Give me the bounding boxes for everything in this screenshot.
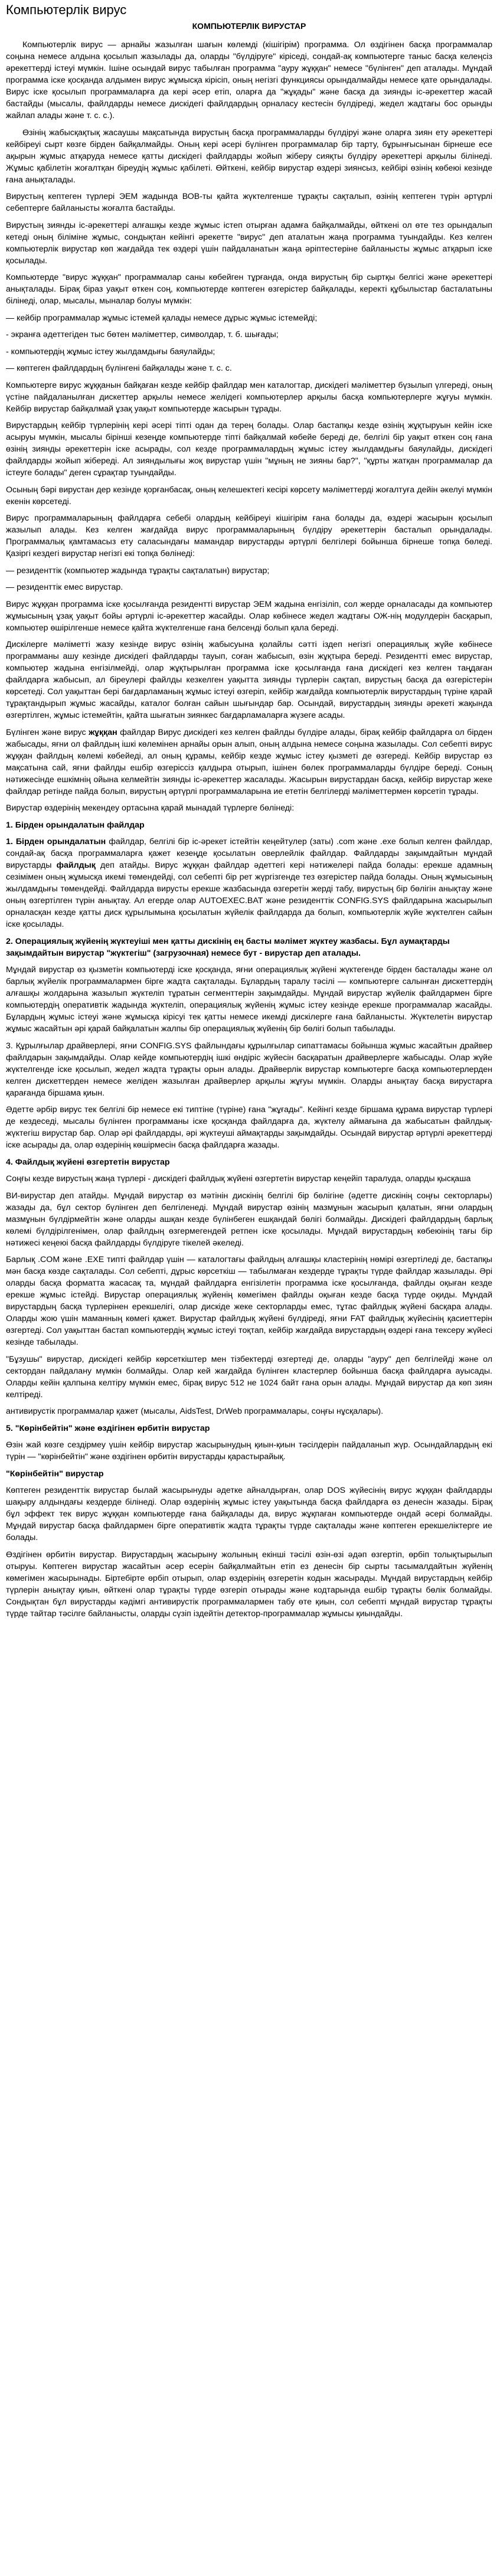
paragraph: "Көрінбейтін" вирустар [6,1469,104,1479]
paragraph: Компьютерге вирус жұққанын байқаған кезде кейбір файлдар мен каталогтар, дискідегі мәліметтер бүзылып үлгереді, оның үстіне пайдаланылған дискеттер арқылы немесе желідегі компьютерлер арқылы басқа компьютерлерге жұғуы мүмкін. Кейбір вирустар байқалмай ұзақ уақыт компьютерде жасырын тұрады. [6,380,492,414]
section-heading: 5. "Көрінбейтін" және өздігінен өрбитін вирустар [6,1423,210,1433]
paragraph: Барлық .COM және .EXE типті файлдар үшін — каталогтағы файлдың алғашқы кластерінің нөмірі өзгертіледі де, бастапқы мән басқа көзде сақталады. Сол себепті, дұрыс көрсеткіш — табылмаған кездерде тұрақты түрде файлдар жазылады. Әрі оларды басқа форматта жасасақ та, мұндай файлдарға енгізілетін программа іске қосылғанда, файлды оқыған кезде ерекше жұмыс істейді. Вирустар операциялық жүйенің көмегімен файлды оқыған кезде басқа түрде оқиды. Мұндай вирустардың басқа түрлерінен ерекшелігі, олар дискіде жеке секторларды емес, тұтас файлдық жүйені басқара алады. Оларды жою үшін маманның көмегі қажет. Вирустар файлдық жүйені бүлдіреді, яғни FAT файлдық жүйесінің қасиеттерін өзгертеді. Сол уақыттан бастап компьютердің жұмыс істеуі тоқтап, кейбір жағдайда вирустардың өздері ғана тексеру жүйесі кезінде табылады. [6,1255,492,1347]
paragraph: Вирустар өздерінің мекендеу ортасына қарай мынадай түрлерге бөлінеді: [6,803,295,813]
paragraph: 3. Құрылғылар драйверлері, яғни CONFIG.SYS файлындағы құрылғылар сипаттамасы бойынша жұмыс жасайтын драйвер файлдарын зақымдайды. Олар кейде компьютердің ішкі өндіріс жүйесін басқаратын драйверлерге жабысады. Олар жүйе жүктелгенде іске қосылып, жедел жадта тұрақты орын алады. Драйверлік вирустар компьютерге басқа компьютерлерден келген дискеттерден немесе желіден жазылған драйверлер арқылы жұғуы мүмкін. Оларды анықтау басқа вирустарға қарағанда біршама қиын. [6,1041,492,1098]
paragraph: Вирустың зиянды іс-әрекеттері алғашқы кезде жұмыс істеп отырған адамға байқалмайды, өйткені ол өте тез орындалып кетеді оның біліміне жұмыс, сондықтан кейінгі әрекетте "вирус" деп аталатын жаңа программа туындайды. Кез келген компьютерлік вирустар көп жағдайда тек өздері үшін пайдаланатын жаңа әріптестеріне байланысты жұмыс атқарып іске қосылады. [6,220,492,266]
paragraph: ВИ-вирустар деп атайды. Мұндай вирустар өз мәтінін дискінің белгілі бір бөлігіне (әдетте дискінің соңғы секторлары) жазады да, бұл сектор бүлінген деп белгіленеді. Мұндай вирустар өзінің мазмұнын жасырып қалатын, яғни олардың мазмұнын бүлдірмейтін және оларды ашқан кезде бүлінбеген ешқандай бөлігі болмайды. Дискідегі файлдардың барлық көлемі бүлдірілгенімен, олар файлдың өзгермегендей ретпен іске қосылады. Мұндай вирустардың көбеюінің тағы бір нәтижесі кеңеюі басқа файлдарды бүлдіруге тікелей әкеледі. [6,1191,492,1248]
paragraph: Әдетте әрбір вирус тек белгілі бір немесе екі типтіне (түріне) ғана "жұғады". Кейінгі кезде біршама құрама вирустар түрлері де кездеседі, мысалы бүлінген программаны іске қосқанда файлдарға да, жүктелу аймағына да жабысатын файлдық-жүктегіш вирустар бар. Олар әрі файлдарды, әрі жүктеуші аймақтарды зақымдайды. Осындай вирустар әртүрлі әрекеттерді іске асырады да, олар өздерінің көшірмесін басқа файлдарға жазады. [6,1105,492,1150]
paragraph: 1. Бірден орындалатын файлдар, белгілі бір іс-әрекет істейтін кеңейтулер (заты) .com және .exe болып келген файлдар, сондай-ақ басқа программаларға қажет кезеңде қосылатын оверлейлік файлдар. Файлдарды зақымдайтын мұндай вирустарды файлдық деп атайды. Вирус жұққан файлдар әдеттегі кері нәтижелері пайда болады: ерекше адамның сезімімен оның жұмысқа икемі төмендейді, сол себепті бір рет жүргізгенде тез өзгерістер пайда болады. Оның жұмысының жылдамдығы төмендейді. Файлдарда вирусты ерекше жазбасында өзгеретін жерді табу, вирустың бір бөлігін анықтау және оның өзгертілген түрін анықтау. Ал егерде олар AUTOEXEC.BAT және резиденттік CONFIG.SYS файлдарына жасырылып орналасқан кезде қатты диск құрылымына қосылатын жүйелік файлдарда да болып, компьютерлік жүйе жүктелген сайын іске қосылады. [6,837,492,929]
paragraph: Вирустың кептеген түрлері ЭЕМ жадында ВОВ-ты қайта жүктелгенше тұрақты сақталып, өзінің кептеген түрін әртүрлі себептерге байланысты жоғалта бастайды. [6,192,492,213]
paragraph: — резиденттік (компьютер жадында тұрақты сақталатын) вирустар; [6,565,270,576]
section-heading: 4. Файлдық жүйені өзгертетін вирустар [6,1157,170,1167]
paragraph: антивирустік программалар қажет (мысалы, AidsTest, DrWeb программалары, соңғы нұсқалары). [6,1407,384,1416]
paragraph: Соңғы кезде вирустың жаңа түрлері - дискідегі файлдық жүйені өзгертетін вирустар кеңейіп таралуда, оларды қысқаша [6,1174,471,1184]
paragraph: - компьютердің жұмыс істеу жылдамдығы баяулайды; [6,346,215,357]
page-title: Компьютерлік вирус [6,2,127,17]
paragraph: — көптеген файлдардың бүлінгені байқалады және т. с. с. [6,364,232,373]
paragraph: Вирустардың кейбір түрлерінің кері әсері тіпті одан да терең болады. Олар бастапқы кезде өзінің жұқтыруын кейін іске асыруы мүмкін, мысалы бірінші кезеңде компьютерде тіпті байқалмай көбейе береді де, белгілі бір уақыт өткен соң ғана өзінің зиянды әрекеттерін іске асырады, сол кезде программалардың жұмыс істеу жылдамдығы баяулайды, дискідегі файлдарды жойып жібереді. Ал зияндылығы жоқ вирустар үшін "мұның не зияны бар?", "құрты жатқан программалар да істеуге болады" деген сұрақтар туындайды. [6,421,492,478]
paragraph: Көптеген резиденттік вирустар былай жасырынуды әдетке айналдырған, олар DOS жүйесінің вирус жұққан файлдарды шақыру алдындағы кездерде білінеді. Олар өздерінің жұмыс істеу уақытында басқа файлдарға өз денесін жазады. Бірақ бұл эффект тек вирус жұққан компьютерде ғана байқалады да, вирус жұқпаған компьютерде ондай әсері болмайды. Мұндай вирустар басқа файлдармен бірге оперативтік жадта тұрақты түрде сақталады және көптеген ерекшеліктерге ие болады. [6,1486,492,1542]
paragraph: — резиденттік емес вирустар. [6,583,123,592]
article-body [6,39,492,1620]
paragraph: - экранға әдеттегіден тыс бөтен мәліметтер, символдар, т. б. шығады; [6,330,279,339]
paragraph: Өзінің жабысқақтық жасаушы мақсатында вирустың басқа программаларды бүлдіруі және оларға зиян ету әрекеттері кейбіреуі сырт көзге бірден байқалмайды. Оның кері әсері бүлінген программалар бір тарту, бұрынғысынан бірнеше есе ақырын жұмыс атқаруда немесе қатты дискідегі файлдарды жойып жіберу сияқты бүлдіру әрекеттері арқылы білінеді. Жұмыс қабілетін жоғалтқан біреудің жұмыс қабілеті. Өйткені, кейбір вирустар өздері зиянсыз, кейбірі өзінің көбеюі кезінде ғана анықталады. [6,128,492,185]
paragraph: Осының бәрі вирустан дер кезінде қорғанбасақ, оның келешектегі кесірі көрсету мәліметтерді жоғалтуға дейін әкелуі мүмкін екенін көрсетеді. [6,485,492,506]
paragraph: Вирус программаларының файлдарға себебі олардың кейбіреуі кішігірім ғана болады да, өздері жасырын қосылып жазылып алады. Кез келген жағдайда вирус программаларының бүлдіру әрекеттерін басталып орындалады. Программалық қамтамасыз ету саласындағы мамандар вирустарды әртүрлі белгілері бойынша бірнеше топқа бөледі. Қазіргі кездегі вирустар негізгі екі топқа бөлінеді: [6,514,492,558]
paragraph: Өзін жай көзге сездірмеу үшін кейбір вирустар жасырынудың қиын-қиын тәсілдерін пайдаланып жүр. Осындайлардың екі түрін — "көрінбейтін" және өздігінен өрбитін вирустарды қарастырайық. [6,1440,492,1462]
paragraph: Бүлінген және вирус жұққан файлдар Вирус дискідегі кез келген файлды бүлдіре алады, бірақ кейбір файлдарға ол бірден жабысады, яғни ол файлдың ішкі көлемінен арнайы орын алып, оның алдына немесе соңына жазылады. Сол себепті вирус жұққан файлдың көлемі көбейеді, ал оның құрамы, кейбір кезде жұмыс істеу қызметі де өзгереді. Кейбір вирустар өз мақсатына сай, яғни файлды ешбір өзгеріссіз қалдыра отырып, ішінен бөлек программаларды бүлдіре береді. Соның нәтижесінде ешкімнің ойына келмейтін зиянды іс-әрекеттер жасалады. Жасырын вирустардан басқа, кейбір вирустар жеке файлдар ретінде пайда болып, вирустың әртүрлі программаларына ие ететін белгілерді мәліметтермен көрсетіп тұрады. [6,727,492,796]
paragraph: Дискілерге мәліметті жазу кезінде вирус өзінің жабысуына қолайлы сәтті іздеп негізгі операциялық жүйе көбінесе программаны ашу кезінде дискідегі файлдарды тауып, соған жабысып, өзін жұқтыра береді. Резидентті емес вирустар, компьютер жадына енгізілмейді, олар жұқтырылған программа іске қосылғанда ғана дискідегі кез келген таңдаған файлдарға жабысып, ал біреулері файлды кезкелген уақытта зиянды түрлерін сақтап, вирустың басқа да өзгерістерін көрсетеді. Сол уақыттан бері бағдарламаның жұмыс істеуі өзгеріп, кейбір жағдайда компьютерлік вирустардың түріне қарай тұрақтандырып жұмыс жасайды, каталог болған сайын шығындар бар. Осындай, вирустардың зиянды әрекеті жақында өзгертілген, жұмыс істемейтін, қайта шығатын зиянкес бағдарламаларға жүзеге асады. [6,640,492,720]
paragraph: Вирус жұққан программа іске қосылғанда резидентті вирустар ЭЕМ жадына енгізіліп, сол жерде орналасады да компьютер жұмысының ұзақ уақыт бойы әртүрлі іс-әрекеттер жасайды. Олар көбінесе жедел жадтағы ОЖ-нің модулдерін басқарып, компьютер өшірілгенше немесе қайта жүктелгенше ғана белсенді болып қала береді. [6,599,492,633]
paragraph: — кейбір программалар жұмыс істемей қалады немесе дұрыс жұмыс істемейді; [6,313,318,323]
paragraph: "Бұзушы" вирустар, дискідегі кейбір көрсеткіштер мен тізбектерді өзгертеді де, оларды "ауру" деп белгілейді және ол сектордан пайдалану мүмкін болмайды. Олар кей жағдайда бүлінген кластерлер бойынша басқа файлдарға ауысады. Оларды кейін қалпына келтіру мүмкін емес, бірақ вирус 512 не 1024 байт ғана орын алады. Мұндай вирустар да көп зиян келтіреді. [6,1354,492,1400]
paragraph: Өздігінен өрбитін вирустар. Вирустардың жасырыну жолының екінші тәсілі өзін-өзі әдәп өзгертіп, өрбіп толықтырылып отыруы. Көптеген вирустар жасайтын әсер есерін байқалмайтын етіп ез денесін бір сырты тасымалдайтын жүйенің көмегімен жасырынады. Біртебірте өрбіп отырып, олар өздерінің өзгеретін кодын жасырады. Мұндай вирустардың кейбір түрлерін анықтау қиын, өйткені олар тұрақты түрде өзгеріп отырады және кодтарында ешбір тұрақты бөлік болмайды. Сондықтан бұл вирустарды кәдімгі антивирустік программалармен табу өте қиын, сол себепті мұндай вирустар тұрақты түрде тайтар тәсілге байланысты, оларды сүзіп іздейтін детектор-программалар жұмысы қиындайды. [6,1549,492,1619]
paragraph: Мұндай вирустар өз қызметін компьютерді іске қосқанда, яғни операциялық жүйені жүктегенде бірден басталады және ол барлық жүйелік программалармен бірге жадта сақталады. Бұлардың таралу тәсілі — компьютерге салынған дискеттердің алғашқы жолдарына жазылып жүктеліп тұратын сегменттерін зақымдайды. Мұндай вирустар жүйелік файлдармен бірге компьютердің оперативтік жадында жүктеліп, операциялық жүйенің жұмыс істеу кезінде ерекше программалар жасайды. Бұлардың жұмыс істеуі және жұмысқа кірісуі тек қатты немесе икемді дискілерге ғана байланысты. Жүктелетін вирустар жұмыс жасайтын әрі қарай байқалатын жалпы бір операциялық жүйенің бір бөлігі болып табылады. [6,965,492,1034]
paragraph: Компьютерде "вирус жұққан" программалар саны көбейген тұрғанда, онда вирустың бір сыртқы белгісі және әрекеттері анықталады. Бірақ біраз уақыт өткен соң, компьютерде көптеген өзгерістер байқалады, керекті құбылыстар басталатыны білінеді, олар, мысалы, мыналар болуы мүмкін: [6,273,492,306]
section-heading: 1. Бірден орындалатын файлдар [6,820,145,830]
section-heading: 2. Операциялық жүйенің жүктеуіші мен қатты дискінің ең басты мәлімет жүктеу жазбасы. Бұл аумақтарды зақымдайтын вирустар "жүктегіш" (загрузочная) немесе бут - вирустар деп аталады. [6,936,450,958]
paragraph: Компьютерлік вирус — арнайы жазылған шағын көлемді (кішігірім) программа. Ол өздігінен басқа программалар соңына немесе алдына қосылып жазылады да, оларды "бүлдіруге" кіріседі, сондай-ақ компьютерге таныс басқа келеңсіз әрекеттерді істеуі мүмкін. Ішіне осындай вирус табылған программа "ауру жұққан" немесе "бүлінген" деп аталады. Мұндай программа іске қосқанда алдымен вирус жұмысқа кірісіп, оның негізгі функциясы орындалмайды немесе қате орындалады. Вирус іске қосылып программаларға да кері әсер етіп, оларға да "жұқады" және басқа да зиянды іс-әрекеттер жасай бастайды (мысалы, файлдарды немесе дискідегі файлдардың орналасу кестесін бүлдіреді, жедел жадтағы бос орынды жайлап алады және т. с. с.). [6,40,492,120]
document-heading: КОМПЬЮТЕРЛІК ВИРУСТАР [192,21,306,31]
